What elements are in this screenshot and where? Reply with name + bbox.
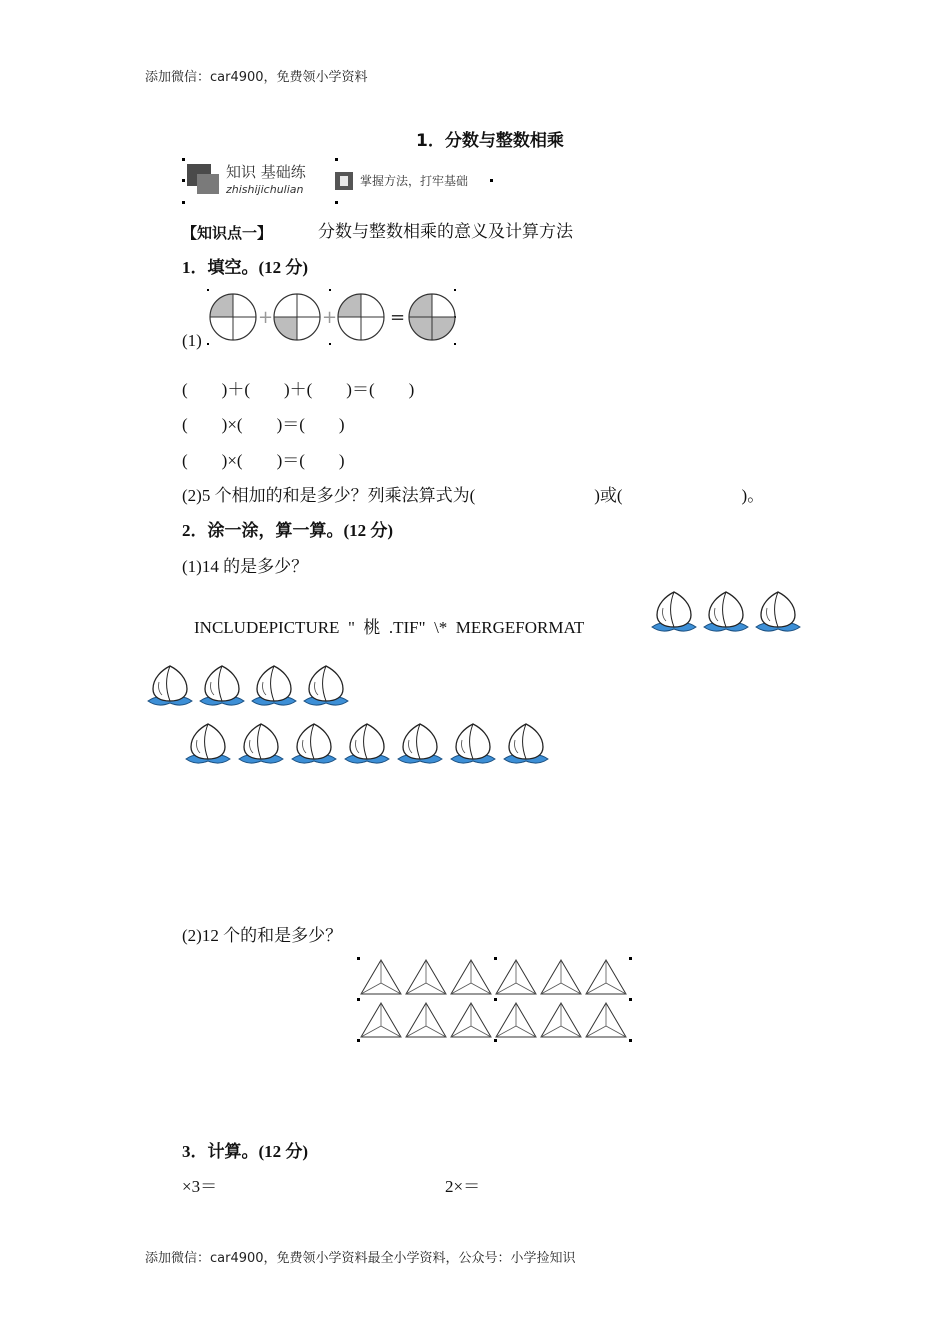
peach-icon[interactable] — [144, 662, 196, 710]
peach-icon[interactable] — [235, 720, 287, 768]
q2-sub2: (2)12 个的和是多少？ — [182, 926, 343, 945]
fraction-circle-1 — [210, 294, 256, 340]
svg-text:+: + — [258, 307, 274, 328]
fraction-circle-2 — [274, 294, 320, 340]
fraction-circles-figure — [206, 288, 460, 348]
q1-sub1-label: (1) — [182, 331, 202, 350]
q1-blank-line-3[interactable]: ( )×( )＝( ) — [182, 451, 345, 470]
q1-blank-line-1[interactable]: ( )＋( )＋( )＝( ) — [182, 380, 415, 399]
peach-row-3 — [182, 720, 553, 773]
peach-icon[interactable] — [447, 720, 499, 768]
q3-expr-1[interactable]: ×3＝ — [182, 1177, 218, 1196]
svg-text:=: = — [390, 307, 406, 328]
triangle-shape — [496, 960, 536, 994]
field-code-text: INCLUDEPICTURE " 桃 .TIF" \* MERGEFORMAT — [194, 618, 585, 637]
q2-sub1: (1)14 的是多少？ — [182, 557, 309, 576]
q1-sub2[interactable]: (2)5 个相加的和是多少？列乘法算式为( )或( )。 — [182, 486, 765, 505]
peach-icon[interactable] — [648, 588, 700, 636]
page-header: 添加微信：car4900，免费领小学资料 — [145, 70, 368, 85]
peach-row-1 — [648, 588, 804, 641]
q3-expr-2[interactable]: 2×＝ — [445, 1177, 481, 1196]
triangles-figure — [355, 955, 635, 1045]
triangle-shape — [451, 960, 491, 994]
peach-icon[interactable] — [196, 662, 248, 710]
banner-main-text: 知识 基础练 — [226, 163, 306, 181]
peach-icon[interactable] — [500, 720, 552, 768]
triangle-shape — [361, 1003, 401, 1037]
banner-pinyin: zhishijichulian — [226, 183, 304, 196]
q3-heading: 3．计算。(12 分) — [182, 1142, 309, 1161]
peach-icon[interactable] — [288, 720, 340, 768]
banner-logo-icon — [187, 164, 223, 196]
triangle-shape — [406, 960, 446, 994]
document-title: 1．分数与整数相乘 — [416, 131, 564, 151]
peach-icon[interactable] — [700, 588, 752, 636]
triangle-shape — [541, 960, 581, 994]
knowledge-point-text: 分数与整数相乘的意义及计算方法 — [318, 222, 573, 241]
peach-row-2 — [144, 662, 352, 715]
fraction-circle-3 — [338, 294, 384, 340]
triangle-shape — [586, 960, 626, 994]
banner-square-icon — [334, 171, 356, 191]
triangle-shape — [496, 1003, 536, 1037]
peach-icon[interactable] — [394, 720, 446, 768]
peach-icon[interactable] — [300, 662, 352, 710]
peach-icon[interactable] — [182, 720, 234, 768]
page-footer: 添加微信：car4900，免费领小学资料最全小学资料，公众号：小学捡知识 — [145, 1251, 576, 1266]
banner-side-text: 掌握方法，打牢基础 — [360, 174, 469, 188]
triangle-shape — [451, 1003, 491, 1037]
triangle-shape — [586, 1003, 626, 1037]
section-banner — [182, 158, 494, 204]
peach-icon[interactable] — [752, 588, 804, 636]
peach-icon[interactable] — [248, 662, 300, 710]
knowledge-point-tag: 【知识点一】 — [182, 224, 273, 242]
q1-blank-line-2[interactable]: ( )×( )＝( ) — [182, 415, 345, 434]
q2-heading: 2．涂一涂，算一算。(12 分) — [182, 521, 394, 540]
triangle-shape — [406, 1003, 446, 1037]
svg-text:+: + — [322, 307, 338, 328]
triangle-shape — [541, 1003, 581, 1037]
peach-icon[interactable] — [341, 720, 393, 768]
triangle-shape — [361, 960, 401, 994]
q1-heading: 1．填空。(12 分) — [182, 258, 309, 277]
fraction-circle-result — [409, 294, 455, 340]
